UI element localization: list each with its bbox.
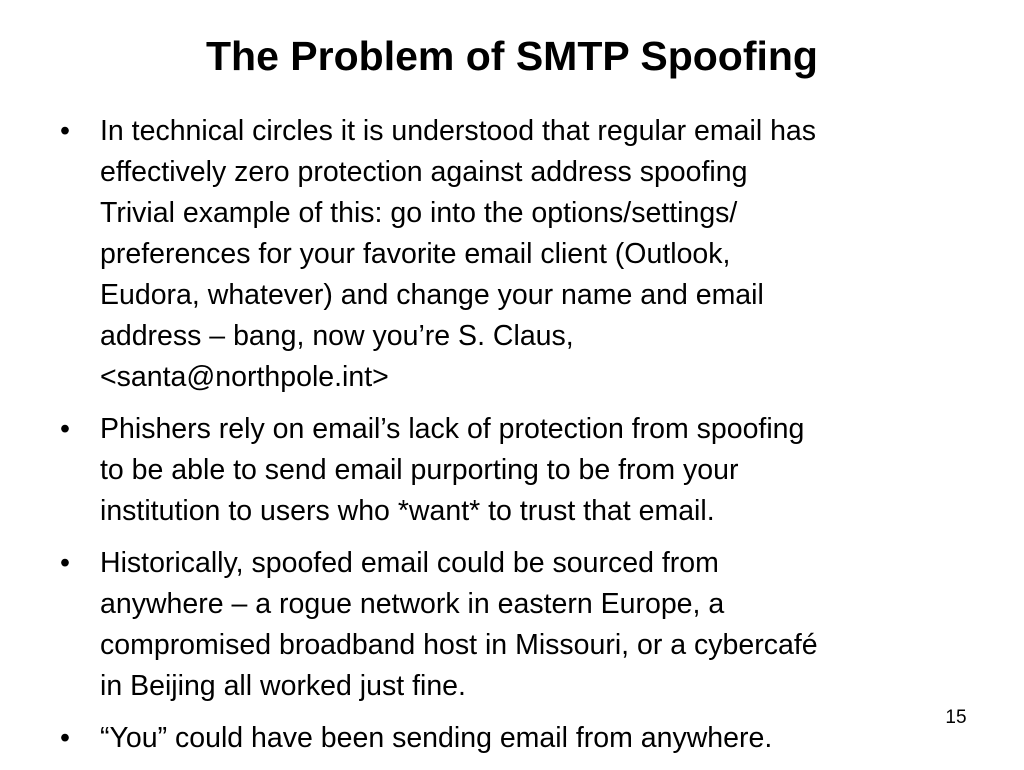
bullet-item [60, 409, 970, 532]
bullet-marker: • [60, 547, 70, 579]
bullet-marker: • [60, 722, 70, 754]
bullet-text-line: institution to users who *want* to trust that email. [100, 495, 715, 527]
bullet-text-line: Trivial example of this: go into the options/settings/ [100, 197, 738, 229]
bullet-text-line: Phishers rely on email’s lack of protection from spoofing [100, 413, 805, 445]
bullet-item [60, 111, 970, 398]
bullet-marker: • [60, 115, 70, 147]
bullet-text-line: effectively zero protection against address spoofing [100, 156, 748, 188]
bullet-text-line: anywhere – a rogue network in eastern Europe, a [100, 588, 725, 620]
bullet-marker: • [60, 413, 70, 445]
bullet-text-line: In technical circles it is understood that regular email has [100, 115, 817, 147]
bullet-text-line: compromised broadband host in Missouri, or a cybercafé [100, 629, 818, 661]
bullet-text-line: “You” could have been sending email from anywhere. [100, 722, 773, 754]
bullet-text-line: to be able to send email purporting to be from your [100, 454, 739, 486]
bullet-text-line: in Beijing all worked just fine. [100, 670, 466, 702]
bullet-item [60, 718, 970, 759]
page-number: 15 [945, 707, 967, 728]
slide-title: The Problem of SMTP Spoofing [206, 33, 818, 79]
bullet-item [60, 543, 970, 707]
bullet-text-line: Historically, spoofed email could be sourced from [100, 547, 719, 579]
bullet-text-line: address – bang, now you’re S. Claus, [100, 320, 574, 352]
bullet-list [60, 111, 970, 770]
bullet-text-line: preferences for your favorite email client (Outlook, [100, 238, 731, 270]
bullet-text-line: <santa@northpole.int> [100, 361, 389, 393]
bullet-text-line: Eudora, whatever) and change your name and email [100, 279, 764, 311]
